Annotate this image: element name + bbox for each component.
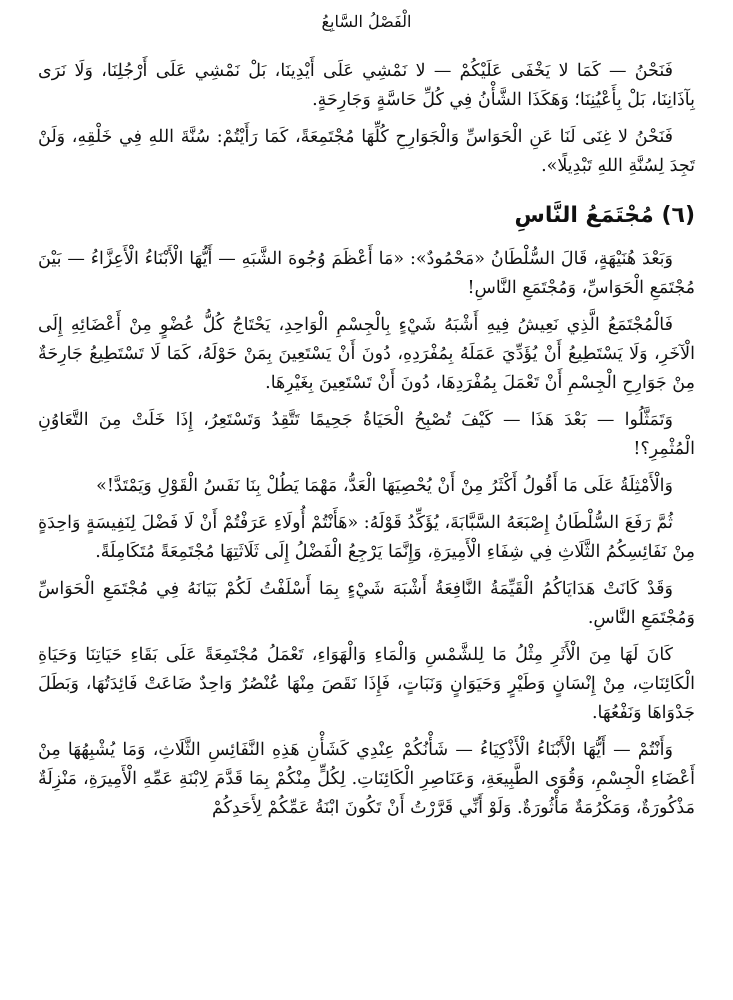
- book-page: [38, 0, 695, 1000]
- paragraph: وَالْأَمْثِلَةُ عَلَى مَا أَقُولُ أَكْثَرُ مِنْ أَنْ يُحْصِيَهَا الْعَدُّ، مَهْمَا يَطُلْ بِنَا نَفَسُ الْقَوْلِ وَيَمْتَدَّ!»: [96, 476, 673, 496]
- paragraph: ثُمَّ رَفَعَ السُّلْطَانُ إِصْبَعَهُ السَّبَّابَةَ، يُؤَكِّدُ قَوْلَهُ: «هَأَنْتُمْ أُولَاءِ عَرَفْتُمْ أَنْ لَا فَضْلَ لِنَفِيسَةٍ وَاحِدَةٍ مِنْ نَفَائِسِكُمُ الثَّلَاثِ فِي شِفَاءِ الْأَمِيرَةِ، وَإِنَّمَا يَرْجِعُ الْفَضْلُ إِلَى ثَلَاثَتِهَا مُجْتَمِعَةً مُتَكَامِلَةً.: [38, 513, 695, 562]
- paragraph: وَتَمَثَّلُوا — بَعْدَ هَذَا — كَيْفَ تُصْبِحُ الْحَيَاةُ جَحِيمًا تَتَّقِدُ وَتَسْتَعِرُ، إِذَا خَلَتْ مِنَ التَّعَاوُنِ الْمُثْمِرِ؟!: [38, 410, 695, 459]
- paragraph: فَنَحْنُ — كَمَا لا يَخْفَى عَلَيْكُمْ — لا نَمْشِي عَلَى أَيْدِينَا، بَلْ نَمْشِي عَلَى أَرْجُلِنَا، وَلَا نَرَى بِآذَانِنَا، بَلْ بِأَعْيُنِنَا؛ وَهَكَذَا الشَّأْنُ فِي كُلِّ حَاسَّةٍ وَجَارِحَةٍ.: [38, 61, 695, 110]
- paragraph: كَانَ لَهَا مِنَ الْأَثَرِ مِثْلُ مَا لِلشَّمْسِ وَالْمَاءِ وَالْهَوَاءِ، تَعْمَلُ مُجْتَمِعَةً عَلَى بَقَاءِ حَيَاتِنَا وَحَيَاةِ الْكَائِنَاتِ، مِنْ إِنْسَانٍ وَطَيْرٍ وَحَيَوَانٍ وَنَبَاتٍ، فَإِذَا نَقَصَ مِنْهَا عُنْصُرٌ وَاحِدٌ ضَاعَتْ فَائِدَتُهَا، وَبَطَلَ جَدْوَاهَا وَنَفْعُهَا.: [38, 645, 695, 723]
- section-heading: (٦) مُجْتَمَعُ النَّاسِ: [514, 203, 695, 228]
- paragraph: وَقَدْ كَانَتْ هَدَايَاكُمُ الْقَيِّمَةُ النَّافِعَةُ أَشْبَهَ شَيْءٍ بِمَا أَسْلَفْتُ لَكُمْ بَيَانَهُ فِي مُجْتَمَعِ الْحَوَاسِّ وَمُجْتَمَعِ النَّاسِ.: [38, 579, 695, 628]
- paragraph: فَالْمُجْتَمَعُ الَّذِي نَعِيشُ فِيهِ أَشْبَهُ شَيْءٍ بِالْجِسْمِ الْوَاحِدِ، يَحْتَاجُ كُلُّ عُضْوٍ مِنْ أَعْضَائِهِ إِلَى الْآخَرِ، وَلَا يَسْتَطِيعُ أَنْ يُؤَدِّيَ عَمَلَهُ بِمُفْرَدِهِ، دُونَ أَنْ يَسْتَعِينَ بِمَنْ حَوْلَهُ، كَمَا لَا تَسْتَطِيعُ جَارِحَةٌ مِنْ جَوَارِحِ الْجِسْمِ أَنْ تَعْمَلَ بِمُفْرَدِهَا، دُونَ أَنْ تَسْتَعِينَ بِغَيْرِهَا.: [38, 315, 695, 393]
- section-body: [38, 245, 695, 823]
- chapter-running-head: الْفَصْلُ السَّابِعُ: [321, 12, 412, 31]
- paragraph: وَأَنْتُمْ — أَيُّهَا الْأَبْنَاءُ الْأَذْكِيَاءُ — شَأْنُكُمْ عِنْدِي كَشَأْنِ هَذِهِ النَّفَائِسِ الثَّلَاثِ، وَمَا يُشْبِهُهَا مِنْ أَعْضَاءِ الْجِسْمِ، وَقُوَى الطَّبِيعَةِ، وَعَنَاصِرِ الْكَائِنَاتِ. لِكُلٍّ مِنْكُمْ بِمَا قَدَّمَ لِابْنَةِ عَمِّهِ الْأَمِيرَةِ، مَنْزِلَةٌ مَذْكُورَةٌ، وَمَكْرُمَةٌ مَأْثُورَةٌ. وَلَوْ أَنِّي قَرَّرْتُ أَنْ تَكُونَ ابْنَةُ عَمِّكُمْ لِأَحَدِكُمْ: [38, 740, 695, 818]
- intro-text-block: [38, 57, 695, 181]
- paragraph: فَنَحْنُ لا غِنَى لَنَا عَنِ الْحَوَاسِّ وَالْجَوَارِحِ كُلِّهَا مُجْتَمِعَةً، كَمَا رَأَيْتُمْ: سُنَّةَ اللهِ فِي خَلْقِهِ، وَلَنْ تَجِدَ لِسُنَّةِ اللهِ تَبْدِيلًا».: [38, 127, 695, 176]
- paragraph: وَبَعْدَ هُنَيْهَةٍ، قَالَ السُّلْطَانُ «مَحْمُودٌ»: «مَا أَعْظَمَ وُجُوهَ الشَّبَهِ — أَيُّهَا الْأَبْنَاءُ الْأَعِزَّاءُ — بَيْنَ مُجْتَمَعِ الْحَوَاسِّ، وَمُجْتَمَعِ النَّاسِ!: [38, 249, 695, 298]
